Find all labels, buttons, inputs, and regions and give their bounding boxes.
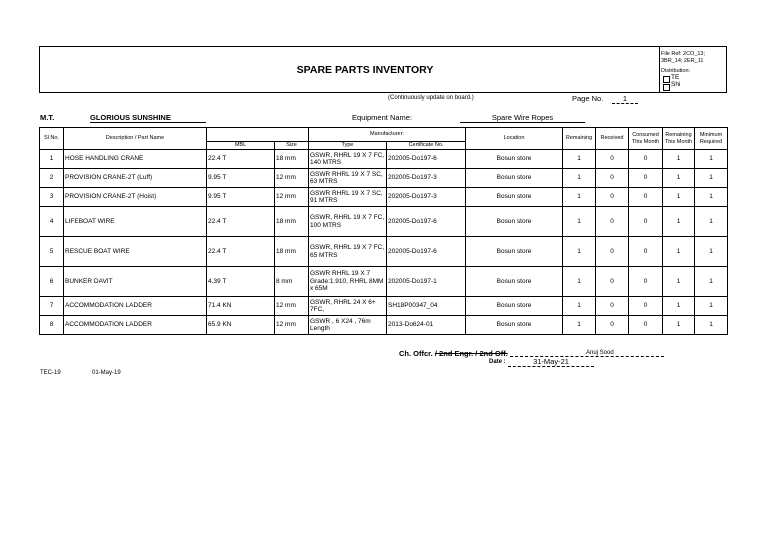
cell-remaining: 1 — [563, 188, 596, 207]
table-row — [40, 188, 728, 207]
cell-consumed: 0 — [629, 316, 663, 335]
cell-location: Bosun store — [466, 237, 563, 267]
cell-sl-no: 8 — [40, 316, 64, 335]
signoff-officer-name: Anuj Sood — [510, 350, 664, 357]
signoff-officer-label: Ch. Offcr. / 2nd Engr. / 2nd Off. — [399, 349, 508, 358]
cell-size: 18 mm — [275, 237, 309, 267]
vessel-name: GLORIOUS SUNSHINE — [90, 113, 206, 123]
cell-consumed: 0 — [629, 207, 663, 237]
table-row — [40, 150, 728, 169]
cell-mbl: 71.4 KN — [207, 297, 275, 316]
header-divider — [659, 46, 660, 93]
cell-received: 0 — [596, 169, 629, 188]
cell-size: 12 mm — [275, 316, 309, 335]
cell-received: 0 — [596, 188, 629, 207]
cell-minimum: 1 — [695, 237, 728, 267]
cell-size: 12 mm — [275, 188, 309, 207]
cell-remaining-month: 1 — [663, 150, 695, 169]
cell-consumed: 0 — [629, 297, 663, 316]
cell-certificate: SH18P00347_04 — [387, 297, 466, 316]
cell-type: GSWR, RHRL 19 X 7 FC, 140 MTRS — [309, 150, 387, 169]
update-note: (Continuously update on board.) — [388, 95, 474, 101]
cell-size: 18 mm — [275, 150, 309, 169]
cell-remaining-month: 1 — [663, 188, 695, 207]
cell-location: Bosun store — [466, 267, 563, 297]
cell-size: 12 mm — [275, 297, 309, 316]
cell-location: Bosun store — [466, 150, 563, 169]
cell-type: GSWR RHRL 19 X 7 Grade:1.910, RHRL 8MM x 65M — [309, 267, 387, 297]
cell-received: 0 — [596, 150, 629, 169]
cell-remaining-month: 1 — [663, 267, 695, 297]
cell-description: LIFEBOAT WIRE — [64, 207, 207, 237]
table-row — [40, 316, 728, 335]
cell-description: ACCOMMODATION LADDER — [64, 297, 207, 316]
cell-type: GSWR , 6 X24 , 76m Length — [309, 316, 387, 335]
cell-mbl: 9.95 T — [207, 188, 275, 207]
cell-received: 0 — [596, 237, 629, 267]
signoff-date-label: Date : — [489, 359, 506, 365]
cell-sl-no: 3 — [40, 188, 64, 207]
cell-sl-no: 6 — [40, 267, 64, 297]
signoff-date-value: 31-May-21 — [508, 357, 594, 367]
cell-size: 18 mm — [275, 207, 309, 237]
inventory-table — [39, 127, 728, 335]
header-sl-no: Sl No. — [40, 128, 64, 150]
cell-remaining: 1 — [563, 169, 596, 188]
header-mbl: MBL — [207, 142, 275, 150]
signoff-struck-ranks: / 2nd Engr. / 2nd Off. — [434, 349, 508, 358]
cell-description: RESCUE BOAT WIRE — [64, 237, 207, 267]
page-number-value: 1 — [612, 94, 638, 104]
table-row — [40, 169, 728, 188]
cell-sl-no: 4 — [40, 207, 64, 237]
cell-description: PROVISION CRANE-2T (Hoist) — [64, 188, 207, 207]
cell-location: Bosun store — [466, 169, 563, 188]
table-row — [40, 297, 728, 316]
cell-certificate: 202005-Do197-1 — [387, 267, 466, 297]
cell-sl-no: 5 — [40, 237, 64, 267]
cell-remaining-month: 1 — [663, 207, 695, 237]
distribution-label: Distribution: — [661, 68, 691, 74]
cell-minimum: 1 — [695, 316, 728, 335]
header-received: Received — [596, 128, 629, 150]
cell-location: Bosun store — [466, 207, 563, 237]
header-remaining: Remaining — [563, 128, 596, 150]
cell-remaining: 1 — [563, 316, 596, 335]
header-certificate: Certificate No. — [387, 142, 466, 150]
cell-consumed: 0 — [629, 188, 663, 207]
header-consumed: Consumed This Month — [629, 128, 663, 150]
cell-consumed: 0 — [629, 237, 663, 267]
cell-received: 0 — [596, 207, 629, 237]
cell-remaining: 1 — [563, 297, 596, 316]
page-title: SPARE PARTS INVENTORY — [296, 64, 434, 76]
cell-consumed: 0 — [629, 267, 663, 297]
cell-type: GSWR, RHRL 19 X 7 FC, 100 MTRS — [309, 207, 387, 237]
cell-minimum: 1 — [695, 297, 728, 316]
cell-received: 0 — [596, 316, 629, 335]
cell-description: BUNKER DAVIT — [64, 267, 207, 297]
page-number-label: Page No. — [572, 94, 604, 103]
cell-type: GSWR RHRL 19 X 7 SC, 63 MTRS — [309, 169, 387, 188]
cell-consumed: 0 — [629, 150, 663, 169]
cell-type: GSWR, RHRL 24 X 6+ 7FC, — [309, 297, 387, 316]
cell-certificate: 202005-Do197-6 — [387, 237, 466, 267]
cell-location: Bosun store — [466, 188, 563, 207]
distribution-checkbox-te[interactable] — [663, 76, 670, 83]
cell-description: ACCOMMODATION LADDER — [64, 316, 207, 335]
vessel-label: M.T. — [40, 113, 55, 122]
cell-remaining-month: 1 — [663, 297, 695, 316]
file-reference: File Ref: 2CO_13; 3BR_14; 2ER_11 — [661, 51, 706, 64]
cell-certificate: 202005-Do197-6 — [387, 207, 466, 237]
cell-remaining-month: 1 — [663, 169, 695, 188]
cell-minimum: 1 — [695, 267, 728, 297]
header-type: Type — [309, 142, 387, 150]
cell-description: HOSE HANDLING CRANE — [64, 150, 207, 169]
cell-mbl: 22.4 T — [207, 237, 275, 267]
cell-minimum: 1 — [695, 150, 728, 169]
cell-remaining-month: 1 — [663, 237, 695, 267]
form-code: TEC-19 — [40, 370, 61, 376]
cell-sl-no: 2 — [40, 169, 64, 188]
cell-received: 0 — [596, 297, 629, 316]
cell-minimum: 1 — [695, 207, 728, 237]
distribution-checkbox-ship[interactable] — [663, 84, 670, 91]
cell-minimum: 1 — [695, 169, 728, 188]
header-location: Location — [466, 128, 563, 150]
cell-consumed: 0 — [629, 169, 663, 188]
header-remaining-month: Remaining This Month — [663, 128, 695, 150]
table-row — [40, 207, 728, 237]
cell-certificate: 2013-Do624-01 — [387, 316, 466, 335]
cell-certificate: 202005-Do197-3 — [387, 169, 466, 188]
cell-type: GSWR, RHRL 19 X 7 FC, 65 MTRS — [309, 237, 387, 267]
cell-sl-no: 1 — [40, 150, 64, 169]
table-row — [40, 267, 728, 297]
cell-mbl: 9.95 T — [207, 169, 275, 188]
header-minimum: Minimum Required — [695, 128, 728, 150]
distribution-label-ship: Shi — [671, 81, 681, 88]
distribution-label-te: TE — [671, 74, 680, 81]
cell-remaining: 1 — [563, 207, 596, 237]
cell-mbl: 4.39 T — [207, 267, 275, 297]
equipment-name: Spare Wire Ropes — [460, 113, 585, 123]
cell-location: Bosun store — [466, 297, 563, 316]
cell-mbl: 22.4 T — [207, 150, 275, 169]
cell-type: GSWR RHRL 19 X 7 SC, 91 MTRS — [309, 188, 387, 207]
cell-remaining: 1 — [563, 267, 596, 297]
cell-location: Bosun store — [466, 316, 563, 335]
cell-description: PROVISION CRANE-2T (Luff) — [64, 169, 207, 188]
cell-certificate: 202005-Do197-6 — [387, 150, 466, 169]
cell-size: 12 mm — [275, 169, 309, 188]
header-description: Description / Part Name — [64, 128, 207, 150]
cell-mbl: 65.9 KN — [207, 316, 275, 335]
equipment-label: Equipment Name: — [352, 113, 413, 122]
cell-mbl: 22.4 T — [207, 207, 275, 237]
cell-remaining: 1 — [563, 150, 596, 169]
cell-minimum: 1 — [695, 188, 728, 207]
header-size: Size — [275, 142, 309, 150]
cell-sl-no: 7 — [40, 297, 64, 316]
cell-size: 8 mm — [275, 267, 309, 297]
cell-remaining: 1 — [563, 237, 596, 267]
cell-received: 0 — [596, 267, 629, 297]
table-row — [40, 237, 728, 267]
header-manufacturer: Manufacturer: — [309, 128, 466, 142]
cell-certificate: 202005-Do197-3 — [387, 188, 466, 207]
cell-remaining-month: 1 — [663, 316, 695, 335]
form-date: 01-May-19 — [92, 370, 121, 376]
